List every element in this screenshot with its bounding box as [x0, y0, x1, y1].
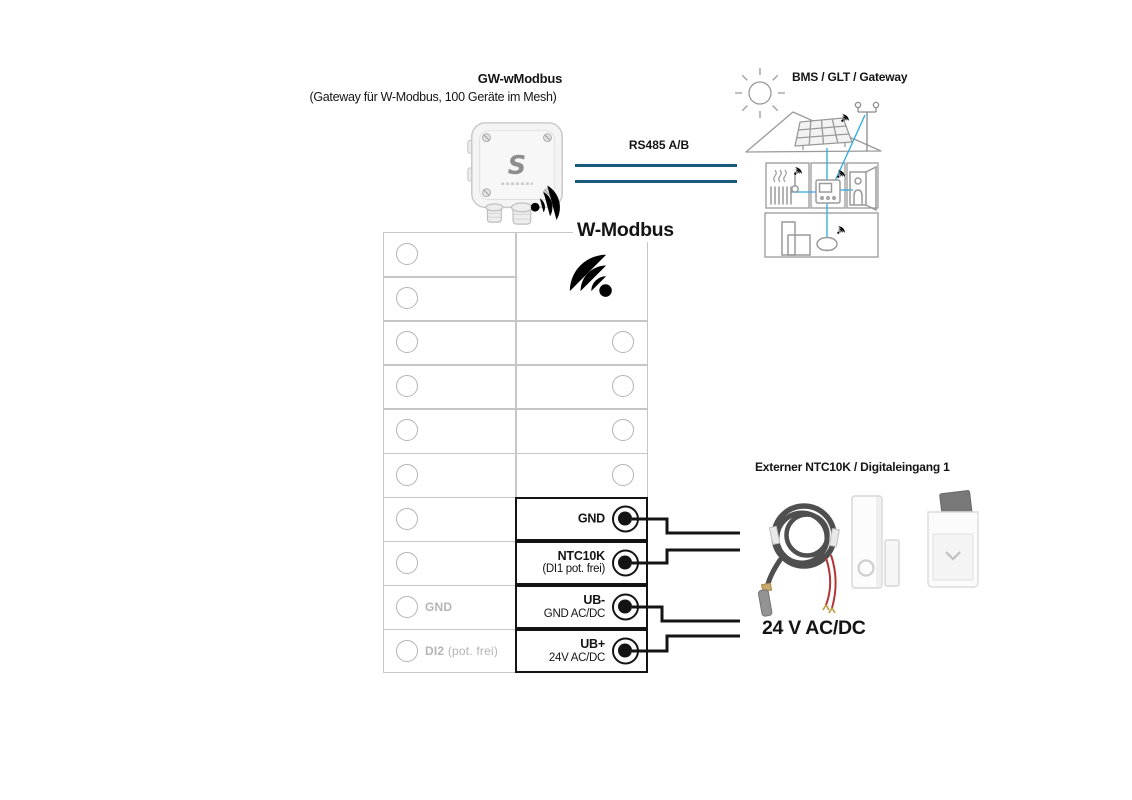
io-label: UB- [583, 592, 605, 607]
external-components-title: Externer NTC10K / Digitaleingang 1 [755, 460, 950, 474]
terminal-circle [396, 640, 418, 662]
terminal-row [383, 276, 515, 320]
io-label: NTC10K [557, 548, 605, 563]
rs485-line-a [575, 164, 737, 167]
terminal-row [383, 320, 515, 364]
terminal-circle [396, 464, 418, 486]
wireless-protocol-label: W-Modbus [573, 219, 678, 242]
label-text: DI2 [425, 643, 445, 658]
label-text: GND [425, 599, 453, 614]
terminal-circle [396, 508, 418, 530]
door-contact-illustration [852, 496, 899, 588]
wire-lines [600, 500, 760, 660]
terminal-row [383, 497, 515, 541]
io-label: UB+ [580, 636, 605, 651]
io-cell-text [549, 637, 605, 665]
device-title: GW-wModbus [477, 71, 563, 86]
io-sublabel: GND AC/DC [543, 607, 605, 620]
terminal-row [383, 629, 515, 673]
io-cell-text [544, 593, 605, 621]
external-sensors-illustration [752, 482, 987, 630]
terminal-row [383, 232, 515, 276]
building-illustration [725, 60, 890, 260]
terminal-left-label [425, 600, 452, 614]
terminal-row [383, 453, 515, 497]
ntc-cable-sensor-illustration [758, 506, 839, 617]
bms-label: BMS / GLT / Gateway [792, 70, 908, 84]
terminal-circle [612, 464, 634, 486]
io-sublabel: 24V AC/DC [548, 651, 605, 664]
terminal-circle [396, 552, 418, 574]
io-label: GND [577, 511, 605, 526]
terminal-circle [396, 375, 418, 397]
bus-label: RS485 A/B [628, 138, 690, 152]
brand-logo-letter: S [507, 150, 527, 181]
terminal-circle [396, 331, 418, 353]
power-supply-label: 24 V AC/DC [762, 617, 866, 639]
terminal-circle [396, 287, 418, 309]
io-cell-text [542, 549, 605, 577]
terminal-circle [396, 419, 418, 441]
terminal-row [383, 541, 515, 585]
device-subtitle: (Gateway für W-Modbus, 100 Geräte im Mesh) [309, 90, 557, 104]
rs485-line-b [575, 180, 737, 183]
thermostat-icon [816, 180, 840, 203]
io-sublabel: (DI1 pot. frei) [542, 563, 605, 576]
keycard-switch-illustration [928, 490, 978, 587]
terminal-left-label [425, 644, 498, 658]
terminal-row [383, 408, 515, 452]
terminal-circle [396, 243, 418, 265]
terminal-row [383, 585, 515, 629]
terminal-row [383, 364, 515, 408]
sublabel-text: (pot. frei) [447, 643, 499, 658]
sun-icon [735, 68, 785, 118]
terminal-circle [396, 596, 418, 618]
